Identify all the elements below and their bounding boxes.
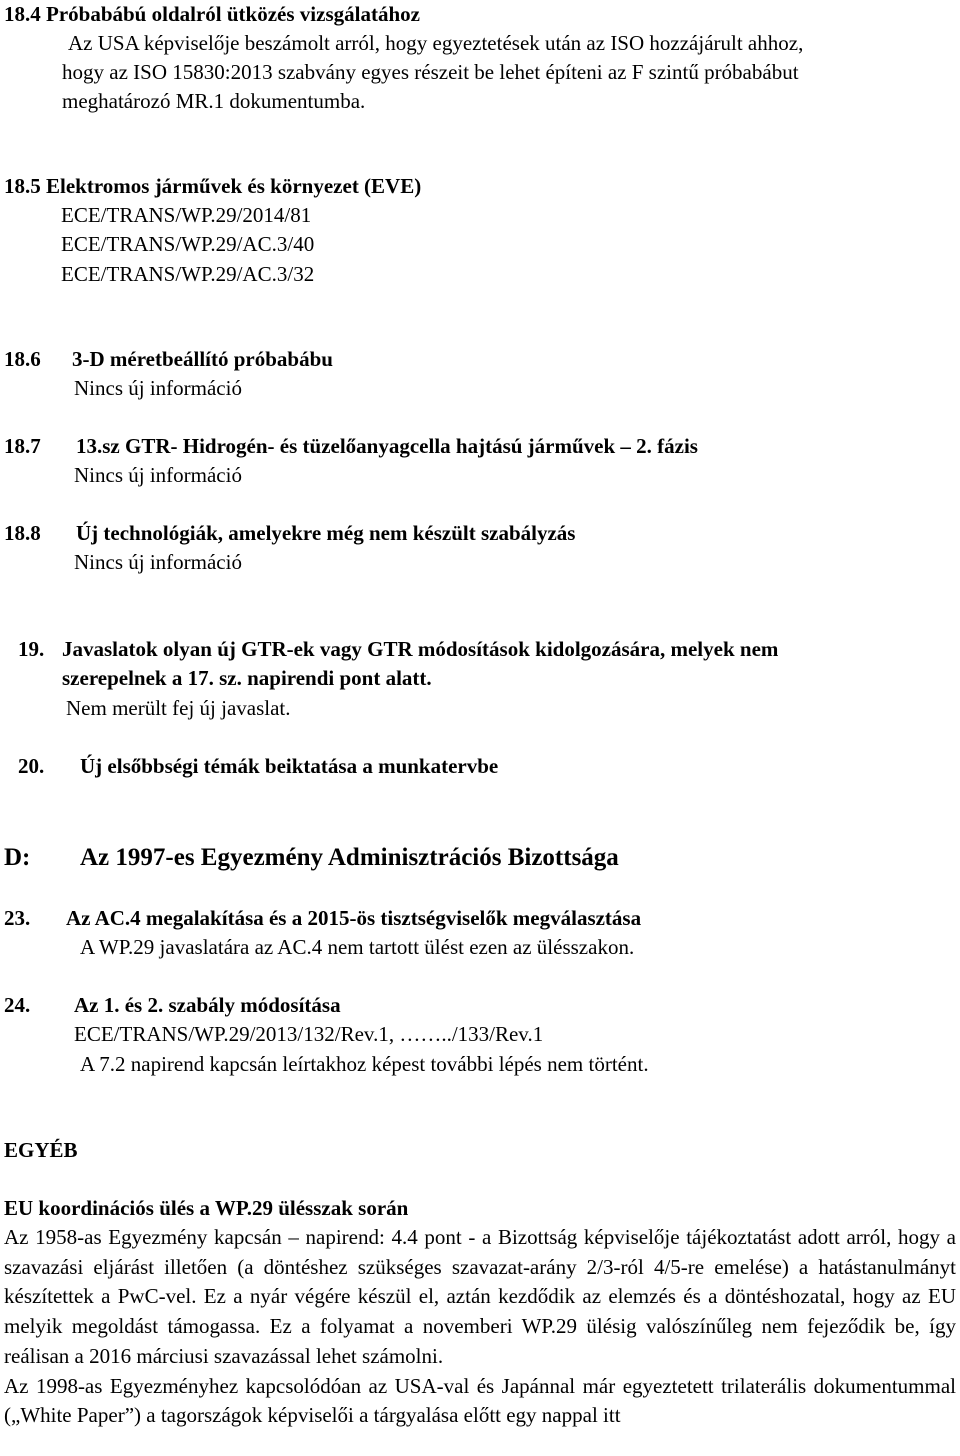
section-24-note: A 7.2 napirend kapcsán leírtakhoz képest további lépés nem történt. bbox=[80, 1052, 649, 1076]
section-19-note: Nem merült fej új javaslat. bbox=[66, 696, 291, 720]
section-20-number: 20. bbox=[18, 754, 45, 778]
section-18-7-note: Nincs új információ bbox=[74, 463, 242, 487]
egyeb-heading: EGYÉB bbox=[4, 1138, 78, 1162]
section-18-4-text-line1: Az USA képviselője beszámolt arról, hogy egyeztetések után az ISO hozzájárult ahhoz, bbox=[68, 31, 804, 55]
section-18-6-title: 3-D méretbeállító próbabábu bbox=[72, 347, 333, 371]
section-19-title-line1: Javaslatok olyan új GTR-ek vagy GTR módosítások kidolgozására, melyek nem bbox=[62, 637, 779, 661]
section-d-title: Az 1997-es Egyezmény Adminisztrációs Bizottsága bbox=[80, 844, 619, 871]
section-23-note: A WP.29 javaslatára az AC.4 nem tartott ülést ezen az ülésszakon. bbox=[80, 935, 635, 959]
section-18-7-number: 18.7 bbox=[4, 434, 41, 458]
section-d-letter: D: bbox=[4, 844, 31, 871]
section-18-4-text-line2: hogy az ISO 15830:2013 szabvány egyes részeit be lehet építeni az F szintű próbabábut bbox=[62, 60, 799, 84]
section-23-title: Az AC.4 megalakítása és a 2015-ös tisztségviselők megválasztása bbox=[66, 906, 642, 930]
section-18-6-note: Nincs új információ bbox=[74, 376, 242, 400]
egyeb-paragraph-2: Az 1998-as Egyezményhez kapcsolódóan az USA-val és Japánnal már egyeztetett trilaterális dokumentummal („White Paper”) a tagországok képviselői a tárgyalása előtt egy nappal itt bbox=[4, 1373, 956, 1428]
section-18-8-note: Nincs új információ bbox=[74, 550, 242, 574]
section-18-5-ref: ECE/TRANS/WP.29/AC.3/40 bbox=[61, 232, 315, 256]
section-18-8-title: Új technológiák, amelyekre még nem készült szabályzás bbox=[76, 521, 576, 545]
egyeb-paragraph-1: Az 1958-as Egyezmény kapcsán – napirend: 4.4 pont - a Bizottság képviselője tájékoztatást adott arról, hogy a szavazási eljárást illetően (a döntéshez szükséges szavazat-arány 2/3-ról 4/5-re emelése) a hatástanulmányt készítettek a PwC-vel. Ez a nyár végére készül el, aztán kezdődik az elemzés és a döntéshozatal, hogy az EU melyik megoldást támogassa. Ez a folyamat a novemberi WP.29 ülésig valószínűleg nem fejeződik be, így reálisan a 2016 márciusi szavazással lehet számolni. bbox=[4, 1225, 956, 1368]
egyeb-body bbox=[4, 1223, 956, 1431]
section-18-4-text-line3: meghatározó MR.1 dokumentumba. bbox=[62, 89, 366, 113]
section-24-number: 24. bbox=[4, 993, 31, 1017]
section-18-6-number: 18.6 bbox=[4, 347, 41, 371]
egyeb-subheading: EU koordinációs ülés a WP.29 ülésszak során bbox=[4, 1196, 409, 1220]
section-23-number: 23. bbox=[4, 906, 31, 930]
section-20-title: Új elsőbbségi témák beiktatása a munkatervbe bbox=[80, 754, 499, 778]
section-18-4-title: 18.4 Próbabábú oldalról ütközés vizsgálatához bbox=[4, 2, 420, 26]
section-19-number: 19. bbox=[18, 637, 45, 661]
section-18-7-title: 13.sz GTR- Hidrogén- és tüzelőanyagcella hajtású járművek – 2. fázis bbox=[76, 434, 698, 458]
section-18-8-number: 18.8 bbox=[4, 521, 41, 545]
section-19-title-line2: szerepelnek a 17. sz. napirendi pont alatt. bbox=[62, 666, 432, 690]
section-18-5-ref: ECE/TRANS/WP.29/AC.3/32 bbox=[61, 262, 315, 286]
section-18-5-ref: ECE/TRANS/WP.29/2014/81 bbox=[61, 203, 312, 227]
section-24-ref: ECE/TRANS/WP.29/2013/132/Rev.1, ……../133/Rev.1 bbox=[74, 1022, 544, 1046]
section-24-title: Az 1. és 2. szabály módosítása bbox=[74, 993, 341, 1017]
section-18-5-title: 18.5 Elektromos járművek és környezet (EVE) bbox=[4, 174, 422, 198]
